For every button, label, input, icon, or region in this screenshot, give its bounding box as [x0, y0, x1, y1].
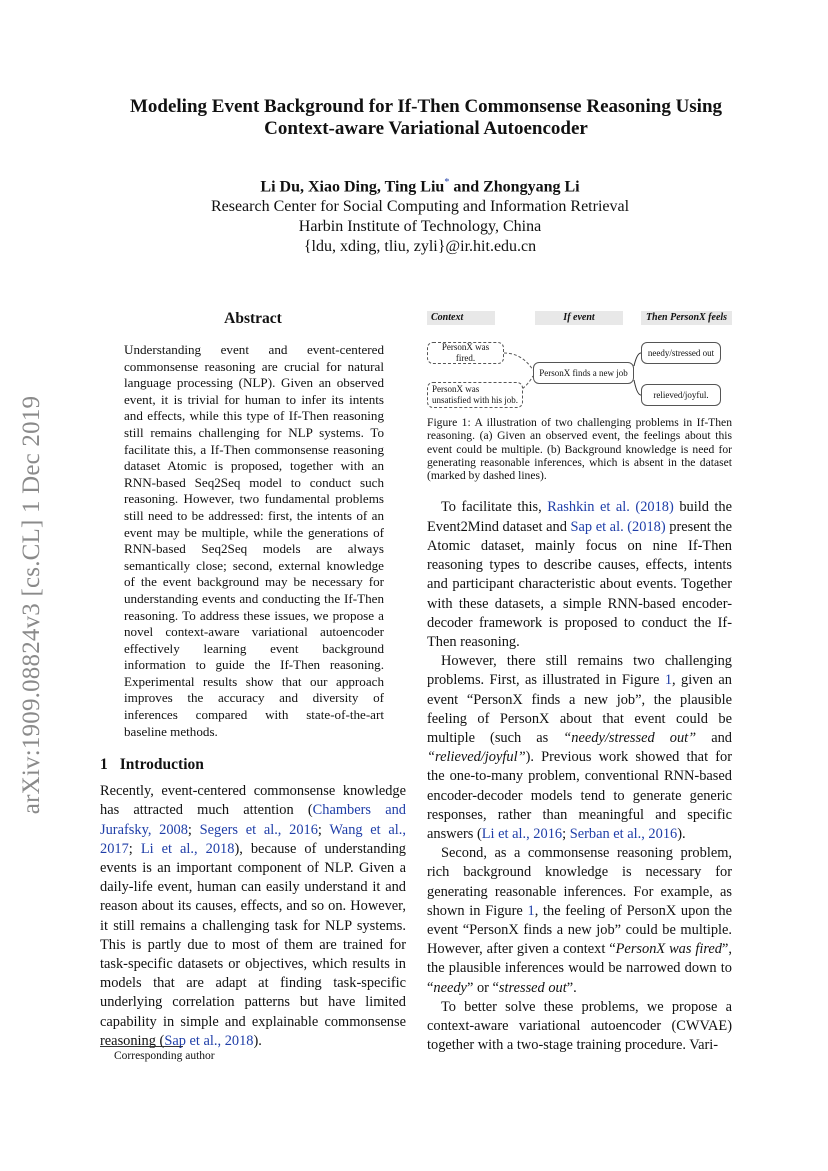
left-column — [100, 310, 406, 1051]
citation-link[interactable]: Serban et al., 2016 — [569, 825, 678, 842]
citation-link[interactable]: Li et al., 2018 — [140, 840, 235, 857]
citation-link[interactable]: Sap et al. (2018) — [570, 518, 666, 535]
arxiv-identifier: arXiv:1909.08824v3 [cs.CL] 1 Dec 2019 — [18, 395, 45, 815]
feeling-box-relieved: relieved/joyful. — [641, 384, 721, 406]
corresponding-mark: * — [444, 177, 450, 188]
paragraph-better-solve: To better solve these problems, we propose a context-aware variational autoencoder (CWVAE) together with a two-stage training procedure. Vari- — [427, 998, 732, 1054]
citation-link[interactable]: Chambers and Jurafsky, 2008 — [100, 802, 406, 838]
right-body — [427, 498, 732, 1055]
figure-caption: Figure 1: A illustration of two challenging problems in If-Then reasoning. (a) Given an observed event, the feelings about this event could be multiple. (b) Background knowledge is need for generating reasonable inferences, which is absent in the dataset (marked by dashed lines). — [427, 416, 732, 483]
affiliation-1: Research Center for Social Computing and Information Retrieval — [210, 198, 630, 216]
context-box-unsatisfied: PersonX was unsatisfied with his job. — [427, 382, 523, 408]
figure-column-then: Then PersonX feels — [641, 311, 732, 325]
figure-reference-link[interactable]: 1 — [527, 902, 535, 919]
feeling-box-needy: needy/stressed out — [641, 342, 721, 364]
citation-link[interactable]: Rashkin et al. (2018) — [547, 499, 674, 516]
paragraph-second: Second, as a commonsense reasoning problem, rich background knowledge is necessary for generating reasonable inferences. For example, as shown in Figure 1, the feeling of PersonX upon the event “PersonX finds a new job” could be multiple. However, after given a context “PersonX was fired”, the plausible inferences would be narrowed down to “needy” or “stressed out”. — [427, 845, 733, 996]
abstract-text: Understanding event and event-centered commonsense reasoning are crucial for natural language processing (NLP). Given an observed event, it is trivial for human to infer its intents and effects, while this type of If-Then reasoning still remains challenging for NLP systems. To facilitate this, a If-Then commonsense reasoning dataset Atomic is proposed, together with an RNN-based Seq2Seq model to conduct such reasoning. However, two fundamental problems still need to be addressed: first, the intents of an event may be multiple, while the generations of RNN-based Seq2Seq models are always semantically close; second, external knowledge of the event background may be necessary for understanding events and conducting the If-Then reasoning. To address these issues, we propose a novel context-aware variational autoencoder effectively learning event background information to guide the If-Then reasoning. Experimental results show that our approach improves the accuracy and diversity of inferences compared with state-of-the-art baseline methods. — [124, 342, 384, 739]
figure-1 — [427, 308, 732, 408]
paragraph-facilitate: To facilitate this, Rashkin et al. (2018) build the Event2Mind dataset and Sap et al. (2018) present the Atomic dataset, mainly focus on nine If-Then reasoning types to describe causes, effects, intents and participant characteristic about events. Together with these datasets, a simple RNN-based encoder-decoder framework is proposed to conduct the If-Then reasoning. — [427, 499, 733, 650]
author-block — [100, 173, 740, 257]
right-column — [427, 308, 732, 1055]
introduction-paragraph: Recently, event-centered commonsense knowledge has attracted much attention (Chambers and Jurafsky, 2008; Segers et al., 2016; Wang et al., 2017; Li et al., 2018), because of understanding events is an important component of NLP. Given a daily-life event, human can easily understand it and reason about its causes, effects, and so on. However, it still remains a challenging task for NLP systems. This is partly due to most of them are trained for task-specific datasets or objectives, which results in models that are adapt at finding task-specific underlying correlation patterns but have limited capability in simple and explainable commonsense reasoning (Sap et al., 2018). — [100, 783, 406, 1049]
figure-column-context: Context — [427, 311, 495, 325]
citation-link[interactable]: Li et al., 2016 — [481, 825, 563, 842]
paper-title — [60, 96, 792, 140]
citation-link[interactable]: Sap et al., 2018 — [164, 1032, 254, 1049]
title-line-1: Modeling Event Background for If-Then Commonsense Reasoning Using — [129, 96, 723, 117]
figure-column-if: If event — [535, 311, 623, 325]
section-heading-introduction: 1 Introduction — [100, 756, 204, 774]
figure-reference-link[interactable]: 1 — [664, 672, 673, 689]
title-line-2: Context-aware Variational Autoencoder — [264, 118, 588, 139]
affiliation-2: Harbin Institute of Technology, China — [298, 218, 542, 236]
footnote: Corresponding author — [114, 1050, 215, 1062]
citation-link[interactable]: Wang et al., 2017 — [100, 821, 406, 857]
paragraph-however: However, there still remains two challenging problems. First, as illustrated in Figure 1, given an event “PersonX finds a new job”, the plausible feeling of PersonX about that event could be multiple (such as “needy/stressed out” and “relieved/joyful”). Previous work showed that for the one-to-many problem, conventional RNN-based encoder-decoder models tend to generate generic responses, rather than meaningful and specific answers (Li et al., 2016; Serban et al., 2016). — [427, 653, 732, 842]
context-box-fired: PersonX was fired. — [427, 342, 504, 364]
citation-link[interactable]: Segers et al., 2016 — [199, 821, 318, 838]
author-names: Li Du, Xiao Ding, Ting Liu* and Zhongyang Li — [260, 177, 580, 196]
footnote-rule — [100, 1046, 183, 1047]
abstract-heading: Abstract — [224, 310, 282, 327]
author-emails: {ldu, xding, tliu, zyli}@ir.hit.edu.cn — [303, 238, 537, 256]
event-box: PersonX finds a new job — [533, 362, 634, 384]
